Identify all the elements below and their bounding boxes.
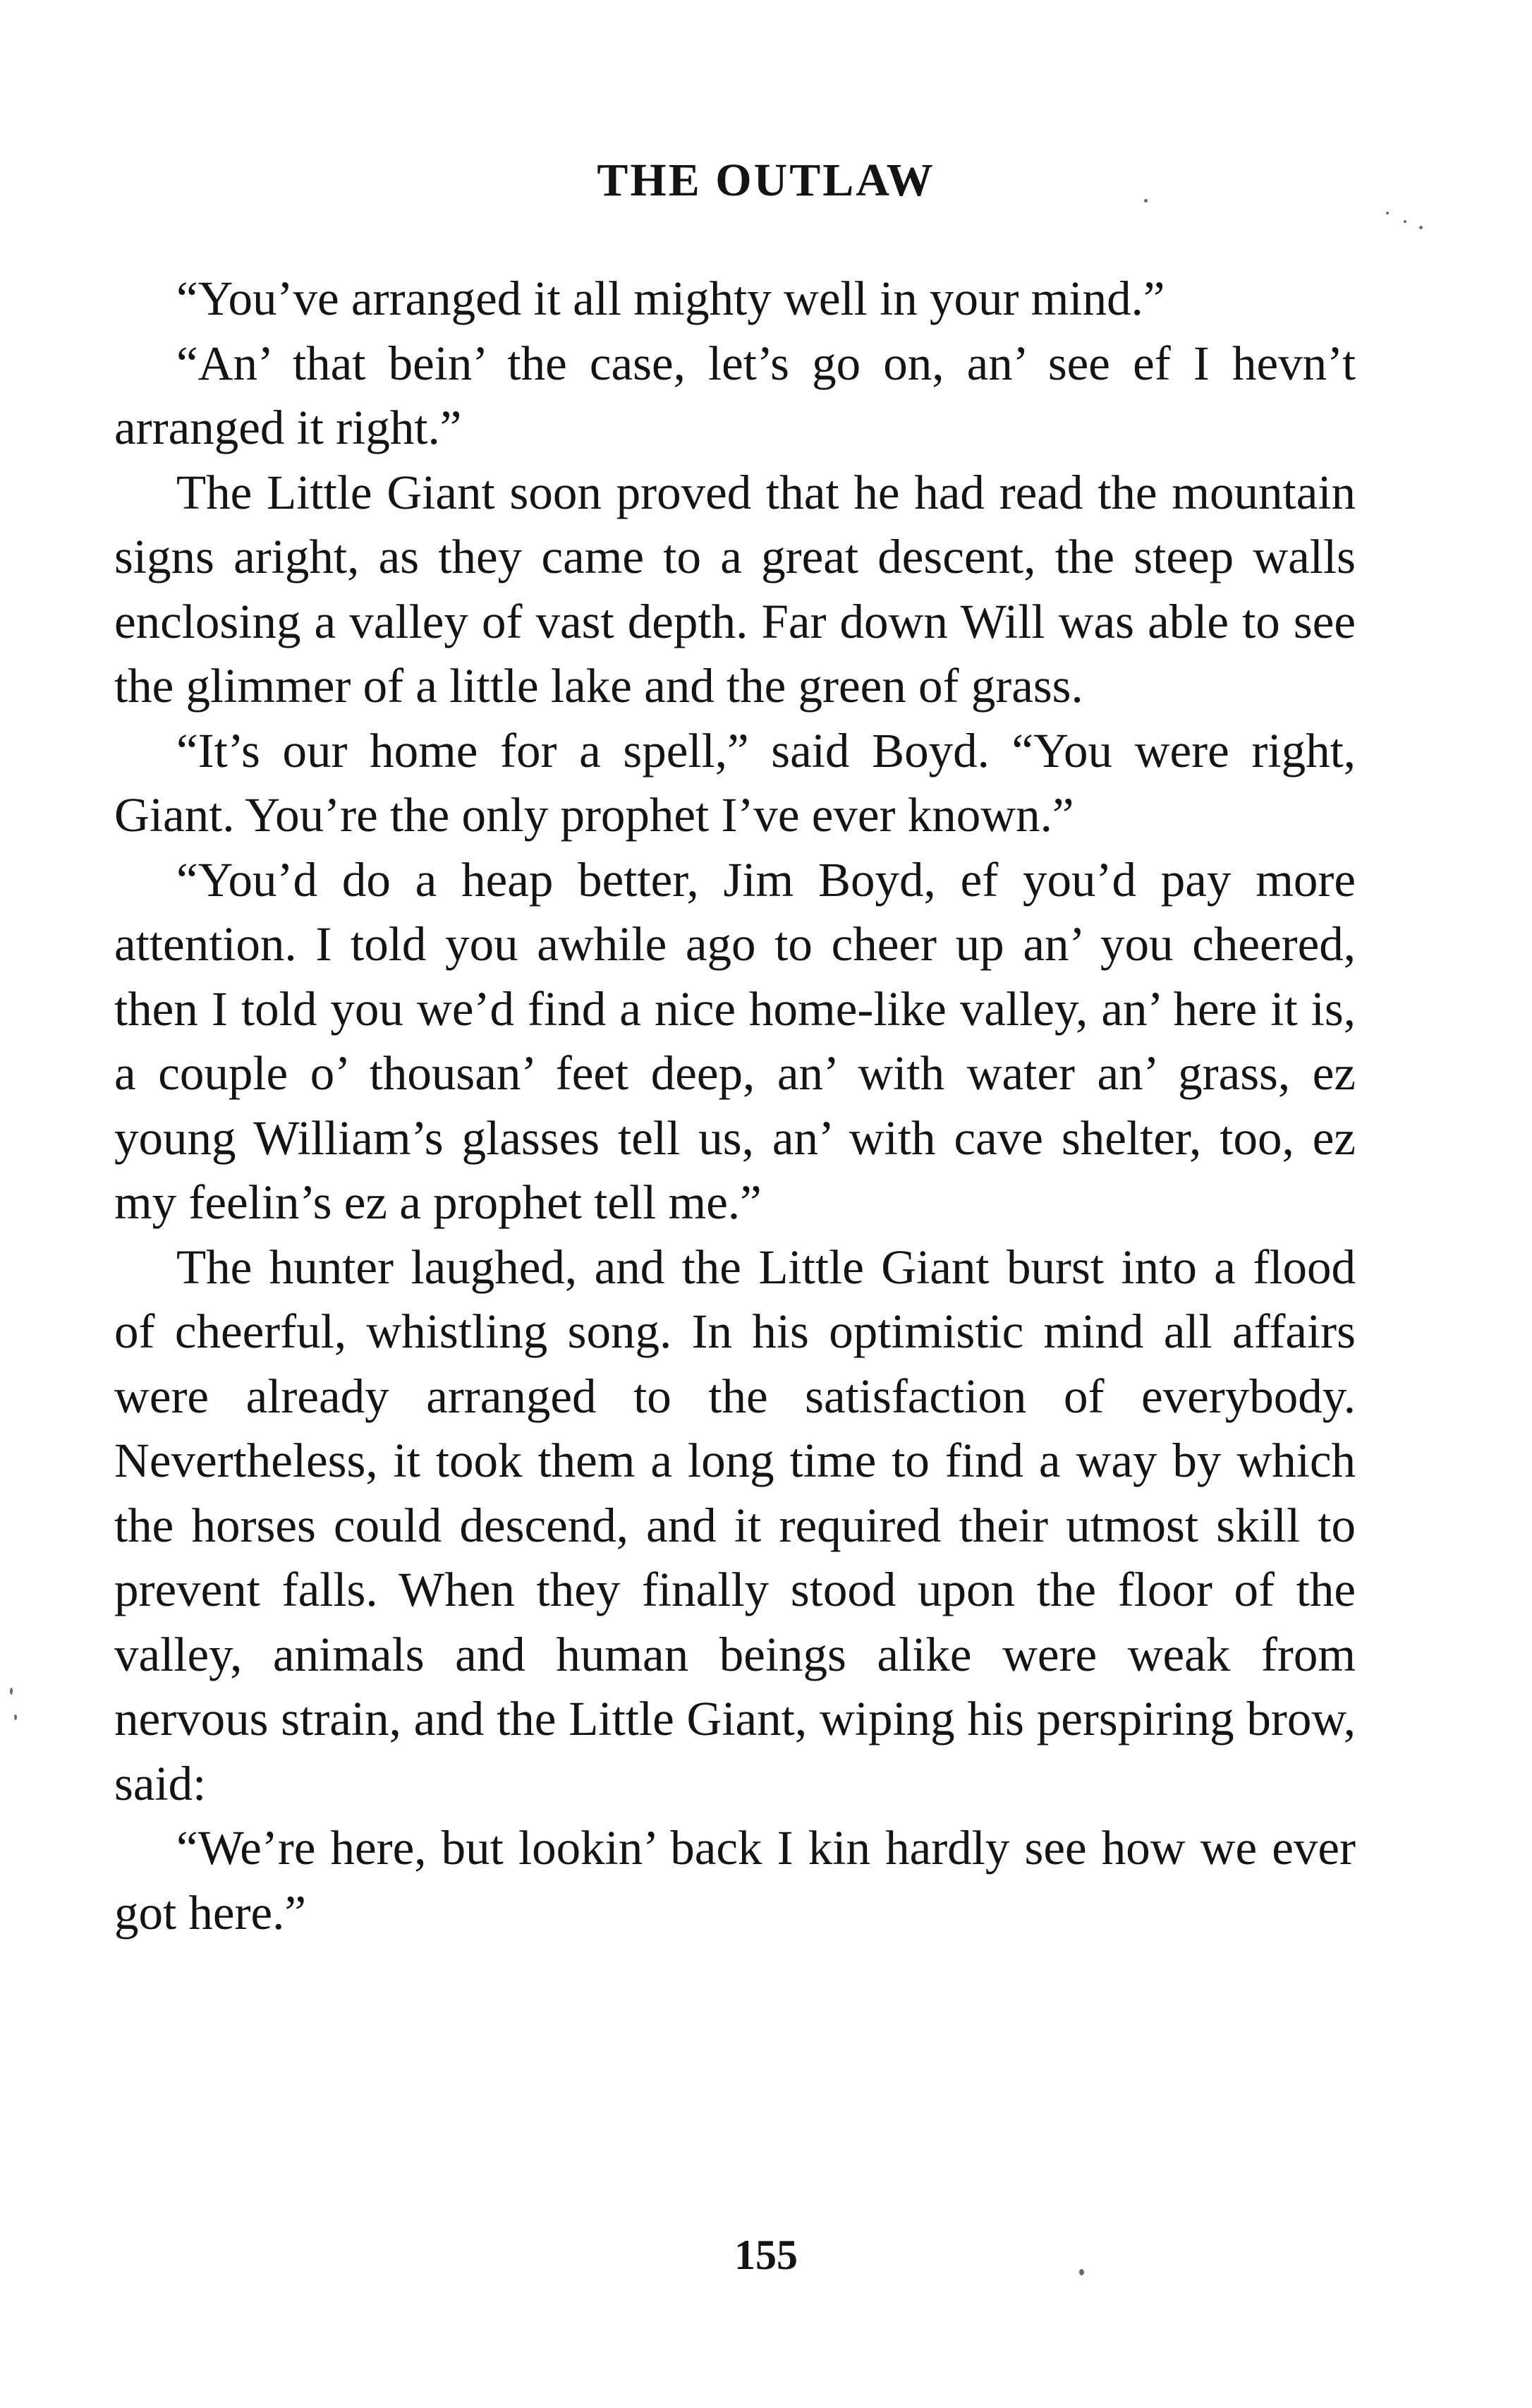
paragraph: “It’s our home for a spell,” said Boyd. “You were right, Giant. You’re the only prophet I’ve ever known.” [114, 723, 1356, 842]
paragraph: “You’d do a heap better, Jim Boyd, ef you’d pay more attention. I told you awhile ago to cheer up an’ you cheered, then I told you we’d find a nice home-like valley, an’ here it is, a couple o’ thousan’ feet deep, an’ with water an’ grass, ez young William’s glasses tell us, an’ with cave shelter, too, ez my feelin’s ez a prophet tell me.” [114, 852, 1356, 1229]
paragraph: “You’ve arranged it all mighty well in your mind.” [176, 272, 1165, 325]
running-head: THE OUTLAW [597, 155, 935, 206]
scan-speck [1404, 220, 1406, 223]
paragraph: The hunter laughed, and the Little Giant burst into a flood of cheerful, whistling song. In his optimistic mind all affairs were already arranged to the satisfaction of everybody. Nevertheless, it took them a long time to find a way by which the horses could descend, and it required their utmost skill to prevent falls. When they finally stood upon the floor of the valley, animals and human beings alike were weak from nervous strain, and the Little Giant, wiping his perspiring brow, said: [114, 1240, 1356, 1810]
paragraph: The Little Giant soon proved that he had read the mountain signs aright, as they came to a great descent, the steep walls enclosing a valley of vast depth. Far down Will was able to see the glimmer of a little lake and the green of grass. [114, 465, 1356, 713]
scan-speck [14, 1714, 17, 1720]
scan-speck [1144, 199, 1148, 202]
page-number: 155 [734, 2232, 798, 2278]
paragraph: “An’ that bein’ the case, let’s go on, an’ see ef I hevn’t arranged it right.” [114, 336, 1356, 454]
scan-speck [1079, 2269, 1084, 2275]
scan-speck [1419, 226, 1423, 229]
paragraph: “We’re here, but lookin’ back I kin hardly see how we ever got here.” [114, 1821, 1356, 1940]
body-text [114, 267, 1356, 1945]
scan-speck [10, 1688, 13, 1695]
scan-speck [1386, 212, 1389, 214]
